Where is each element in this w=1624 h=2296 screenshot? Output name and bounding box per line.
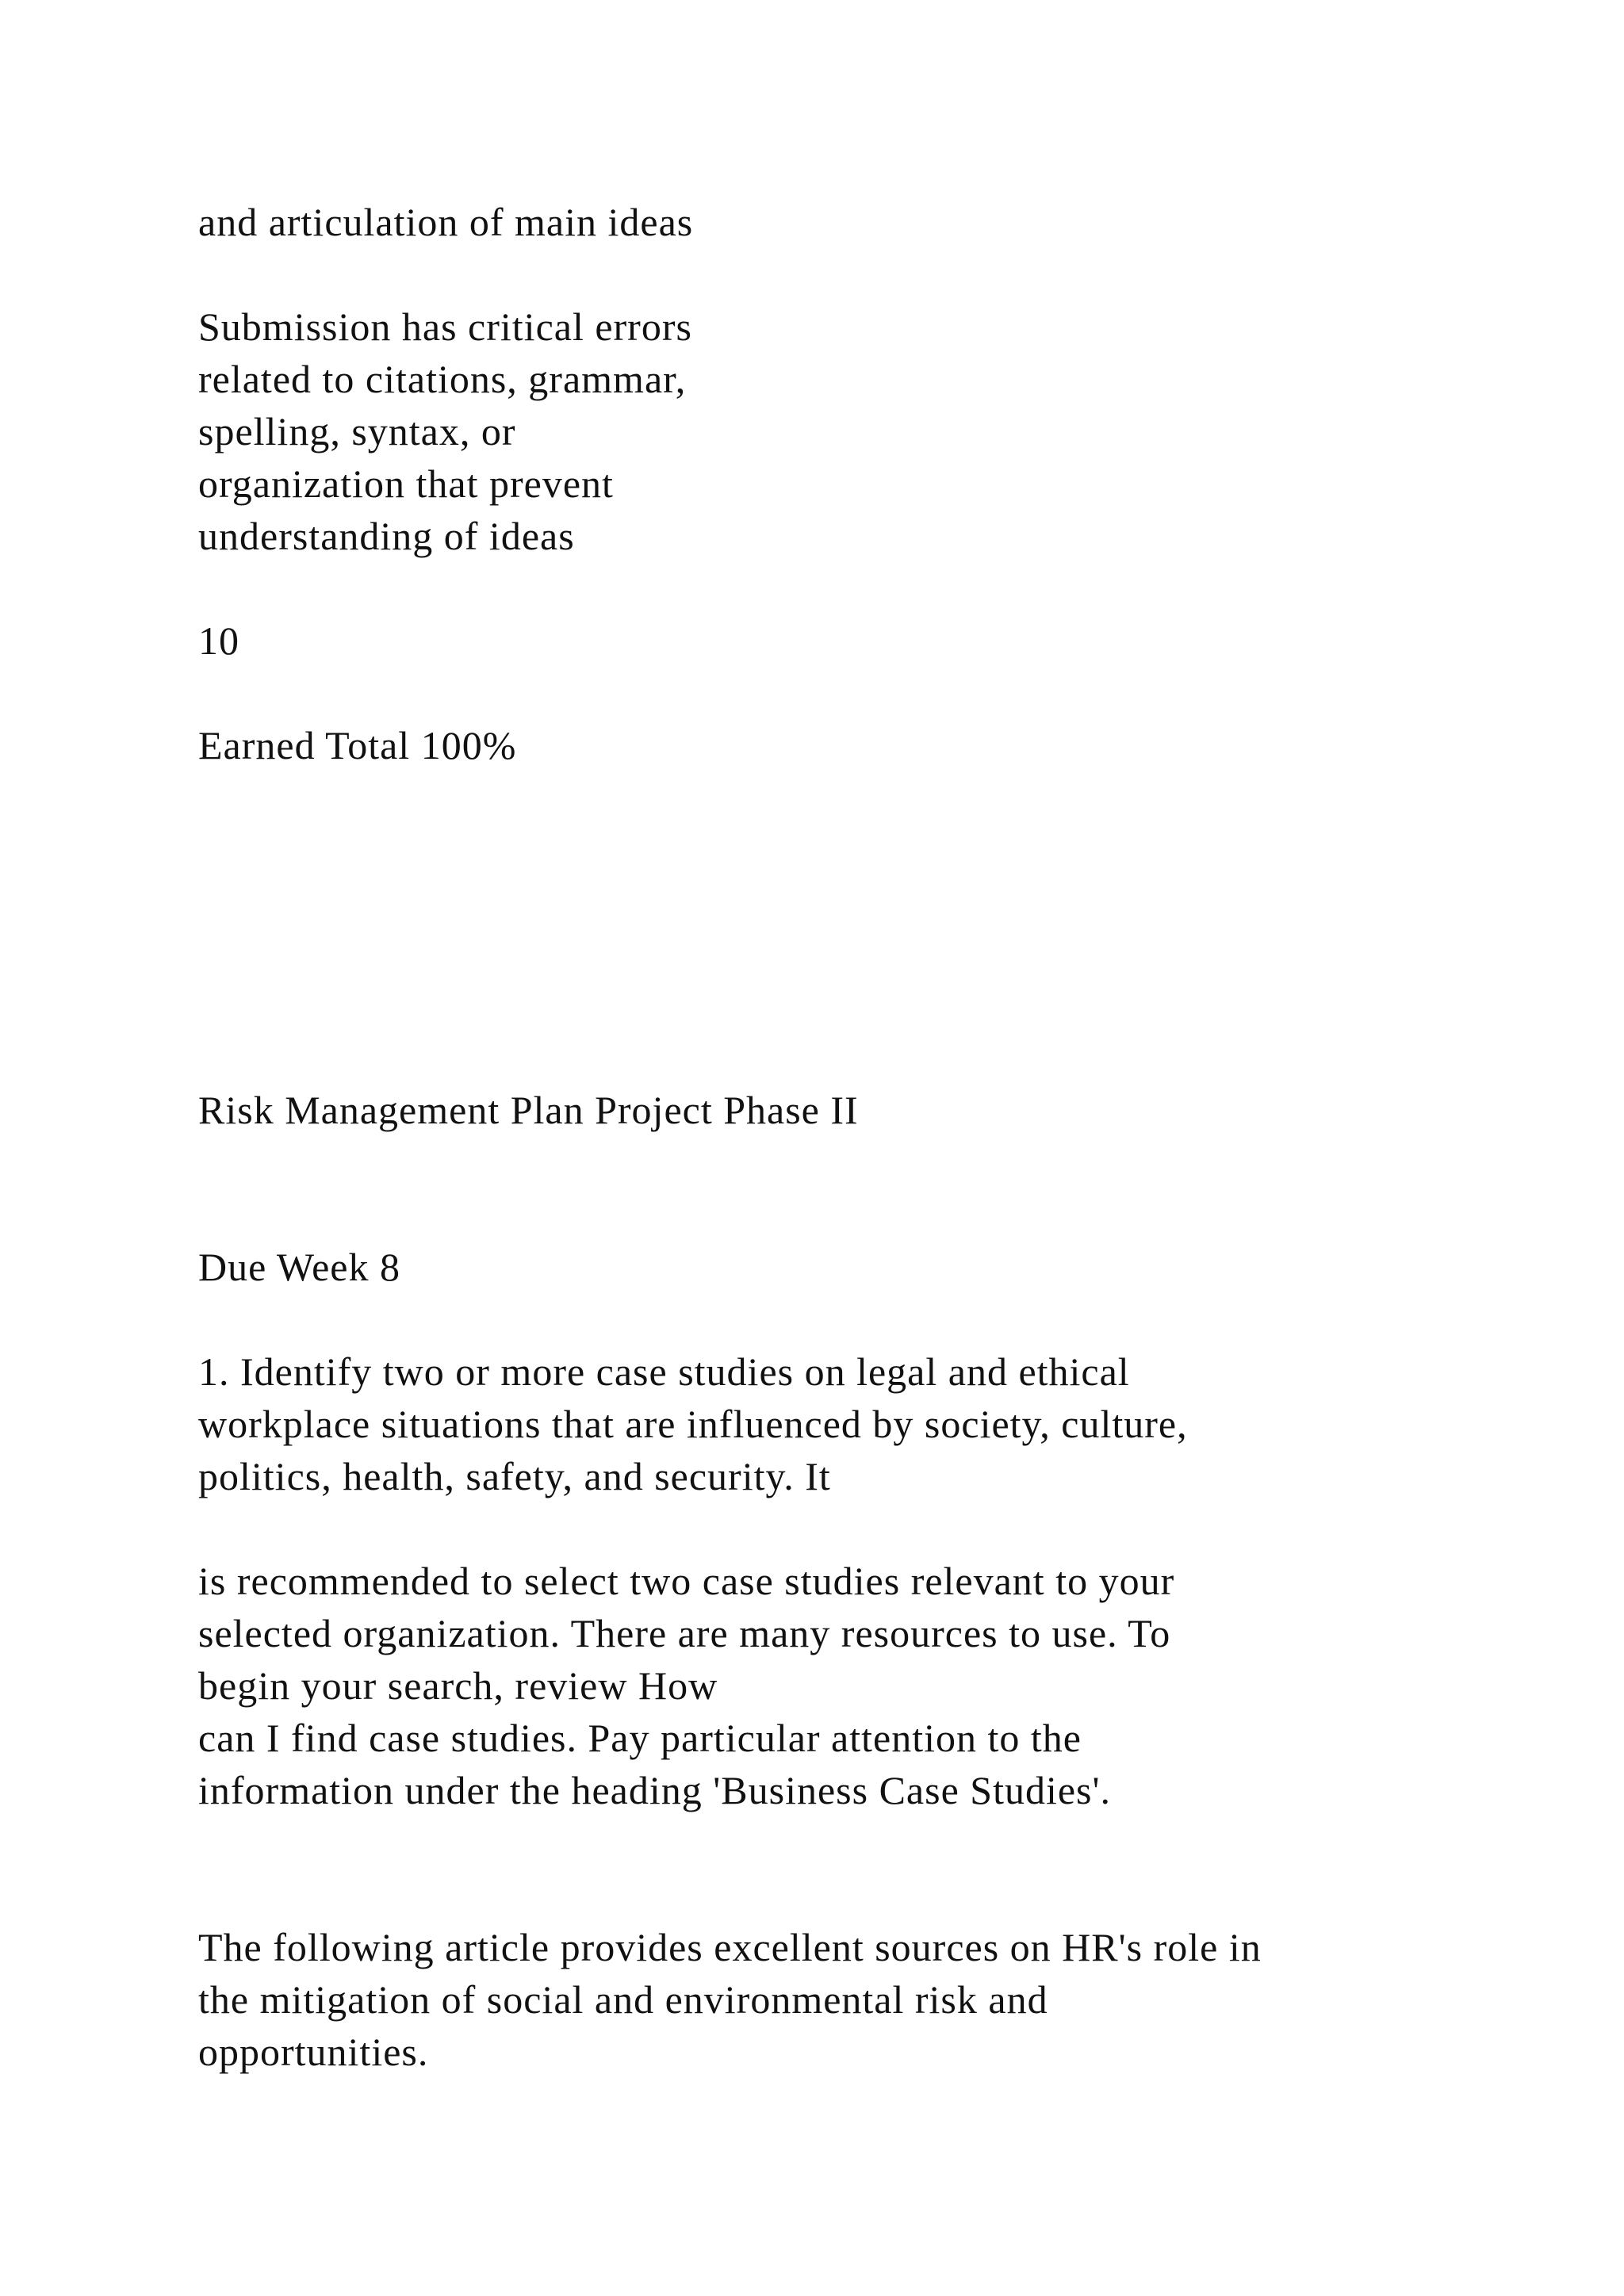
rubric-text-line: related to citations, grammar, [198,357,687,401]
instruction-line: can I find case studies. Pay particular attention to the [198,1716,1082,1760]
rubric-text-line: Submission has critical errors [198,304,692,349]
rubric-points-value: 10 [198,618,239,663]
instruction-line: selected organization. There are many resources to use. To [198,1611,1171,1655]
article-note-line: opportunities. [198,2030,429,2074]
rubric-text-line: organization that prevent [198,461,614,506]
instruction-line: is recommended to select two case studies relevant to your [198,1559,1175,1603]
rubric-text-line: spelling, syntax, or [198,409,516,453]
instruction-line: politics, health, safety, and security. It [198,1454,831,1498]
instruction-line: begin your search, review How [198,1663,718,1708]
instruction-line: workplace situations that are influenced by society, culture, [198,1402,1188,1446]
instruction-line: 1. Identify two or more case studies on legal and ethical [198,1349,1130,1394]
earned-total: Earned Total 100% [198,723,517,767]
due-date: Due Week 8 [198,1245,400,1289]
rubric-text-line: and articulation of main ideas [198,200,694,244]
article-note-line: the mitigation of social and environmental risk and [198,1977,1048,2022]
rubric-text-line: understanding of ideas [198,514,575,558]
section-title: Risk Management Plan Project Phase II [198,1088,859,1132]
article-note-line: The following article provides excellent sources on HR's role in [198,1925,1262,1969]
instruction-line: information under the heading 'Business Case Studies'. [198,1768,1112,1812]
